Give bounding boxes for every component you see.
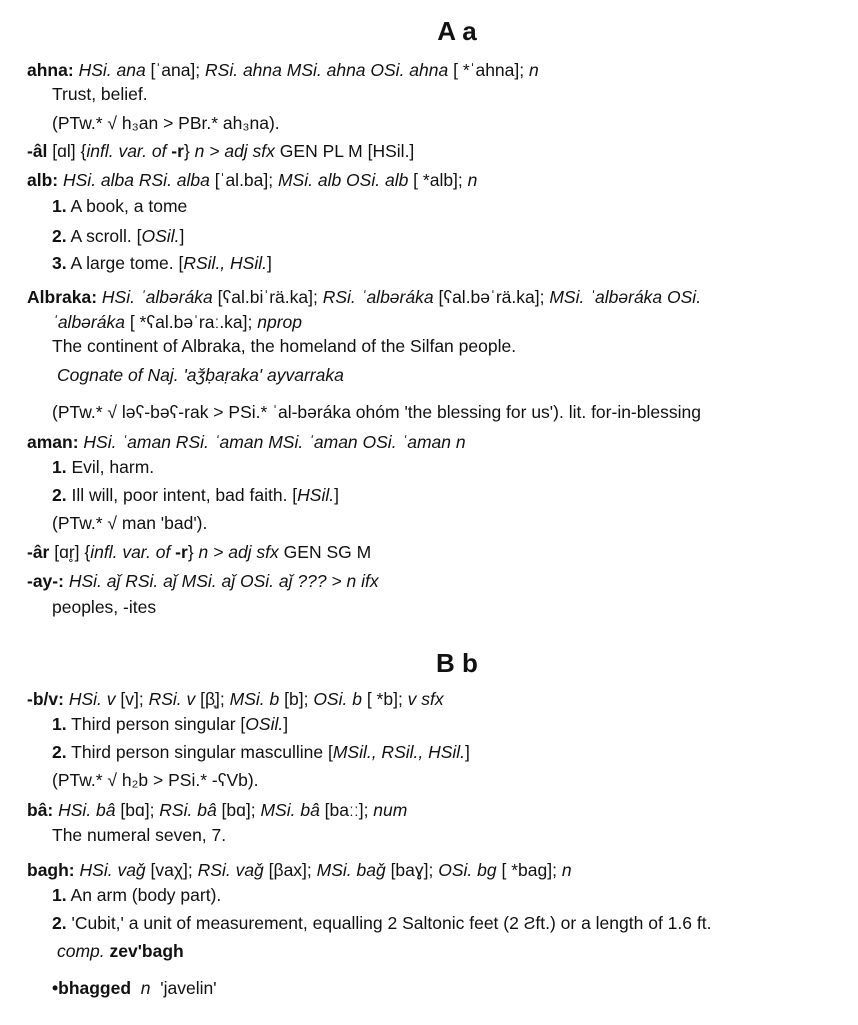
inflection-note: infl. var. of xyxy=(90,542,176,562)
sense-text: Third person singular masculline [ xyxy=(71,742,333,762)
ipa-2: [ *ˈahna]; xyxy=(448,60,529,80)
forms: HSi. alba RSi. alba xyxy=(63,170,210,190)
entry-bagh-comp xyxy=(57,941,184,962)
entry-bv-etym: (PTw.* √ h₂b > PSi.* -ʕVb). xyxy=(52,770,259,790)
entry-bagh-sense-1 xyxy=(52,885,221,906)
derived-gloss: 'javelin' xyxy=(160,978,217,998)
entry-aman-etym: (PTw.* √ man 'bad'). xyxy=(52,513,208,533)
ipa: [ˈal.ba]; xyxy=(209,170,278,190)
bracket-close: ] xyxy=(179,226,185,246)
bracket-close: ] xyxy=(465,742,470,762)
forms-2: RSi. ahna MSi. ahna OSi. ahna xyxy=(205,60,449,80)
entry-al-head xyxy=(27,141,414,162)
headword: Albraka: xyxy=(27,287,98,307)
forms-2: RSi. ˈalbəráka xyxy=(322,287,434,307)
grammar: GEN SG M xyxy=(278,542,372,562)
part-of-speech: n xyxy=(561,860,572,880)
forms: HSi. bâ xyxy=(58,800,116,820)
forms-4: OSi. bg xyxy=(438,860,497,880)
comp-label: comp. xyxy=(57,941,105,961)
forms-3: MSi. bâ xyxy=(260,800,320,820)
sense-number: 2. xyxy=(52,485,67,505)
entry-ahna-head xyxy=(27,60,539,81)
entry-albraka-cognate: Cognate of Naj. 'aǯḅaṛaka' ayvarraka xyxy=(57,365,344,385)
ipa-3: [ *ʕal.bəˈraː.ka]; xyxy=(124,312,258,332)
sense-number: 1. xyxy=(52,457,67,477)
forms-2: RSi. bâ xyxy=(159,800,217,820)
entry-albraka-etym: (PTw.* √ ləʕ-bəʕ-rak > PSi.* ˈal-bəráka ohóm 'the blessing for us'). lit. for-in-blessing xyxy=(52,402,701,422)
ipa-2: [ *alb]; xyxy=(408,170,468,190)
entry-alb-head xyxy=(27,170,477,191)
part-of-speech: n xyxy=(467,170,478,190)
ipa-3: [b]; xyxy=(279,689,314,709)
headword: bagh: xyxy=(27,860,75,880)
headword: alb: xyxy=(27,170,59,190)
ipa-4: [ *bag]; xyxy=(496,860,562,880)
forms-2: MSi. alb OSi. alb xyxy=(277,170,409,190)
forms-3: MSi. ˈalbəráka OSi. xyxy=(549,287,702,307)
bracket-close: ] xyxy=(334,485,339,505)
ipa-2: [βax]; xyxy=(263,860,317,880)
entry-ahna-etym: (PTw.* √ h₃an > PBr.* ah₃na). xyxy=(52,113,280,133)
sense-number: 2. xyxy=(52,913,67,933)
headword: -b/v: xyxy=(27,689,64,709)
section-title-b: B b xyxy=(436,648,478,678)
brace-close: } xyxy=(187,542,199,562)
derived-pos: n xyxy=(140,978,151,998)
ipa-2: [bɑ]; xyxy=(216,800,261,820)
entry-aman-sense-1 xyxy=(52,457,154,478)
part-of-speech: n xyxy=(528,60,539,80)
entry-bv-sense-1 xyxy=(52,714,288,735)
entry-albraka-head xyxy=(27,287,701,308)
headword: -âl xyxy=(27,141,48,161)
ipa: [vaχ]; xyxy=(145,860,198,880)
sense-number: 1. xyxy=(52,196,67,216)
forms-3: MSi. b xyxy=(229,689,280,709)
entry-bagh-derived xyxy=(52,978,217,999)
entry-alb-sense-3 xyxy=(52,253,272,274)
forms-2: RSi. vaǧ xyxy=(197,860,264,880)
forms: HSi. ˈaman RSi. ˈaman MSi. ˈaman OSi. ˈaman n xyxy=(83,432,466,452)
part-of-speech: nprop xyxy=(257,312,303,332)
brace-close: } xyxy=(183,141,195,161)
entry-ba-head xyxy=(27,800,407,821)
part-of-speech: n > adj sfx xyxy=(194,141,275,161)
bracket-close: ] xyxy=(266,253,272,273)
source: HSil. xyxy=(297,485,335,505)
section-title-a: A a xyxy=(437,16,477,46)
source: MSil., RSil., HSil. xyxy=(332,742,466,762)
entry-ba-def: The numeral seven, 7. xyxy=(52,825,227,845)
headword: -âr xyxy=(27,542,50,562)
ipa-4: [ *b]; xyxy=(361,689,408,709)
comp-word: zev'bagh xyxy=(109,941,184,961)
entry-albraka-def: The continent of Albraka, the homeland of the Silfan people. xyxy=(52,336,517,356)
ipa: [ˈana]; xyxy=(145,60,206,80)
forms: HSi. ˈalbəráka xyxy=(101,287,213,307)
sense-text: Ill will, poor intent, bad faith. [ xyxy=(71,485,298,505)
sense-text: An arm (body part). xyxy=(70,885,222,905)
forms-3: MSi. baǧ xyxy=(316,860,386,880)
part-of-speech: num xyxy=(373,800,408,820)
part-of-speech: n > adj sfx xyxy=(198,542,279,562)
headword: aman: xyxy=(27,432,79,452)
part-of-speech: v sfx xyxy=(407,689,444,709)
forms-2: RSi. v xyxy=(148,689,196,709)
entry-ay-head xyxy=(27,571,379,592)
sense-text: A book, a tome xyxy=(70,196,188,216)
headword: ahna: xyxy=(27,60,74,80)
sense-number: 2. xyxy=(52,226,67,246)
forms-4: ˈalbəráka xyxy=(52,312,125,332)
sense-text: A large tome. [ xyxy=(70,253,184,273)
sense-number: 2. xyxy=(52,742,67,762)
source: RSil., HSil. xyxy=(183,253,267,273)
sense-text: Evil, harm. xyxy=(71,457,155,477)
entry-bagh-sense-2 xyxy=(52,913,711,934)
sense-number: 3. xyxy=(52,253,67,273)
entry-aman-head xyxy=(27,432,466,453)
sense-number: 1. xyxy=(52,714,67,734)
entry-alb-sense-2 xyxy=(52,226,184,247)
ipa-2: [ʕal.bəˈrä.ka]; xyxy=(433,287,550,307)
derived-word: •bhagged xyxy=(52,978,132,998)
ipa: [ʕal.biˈrä.ka]; xyxy=(212,287,323,307)
ipa: [v]; xyxy=(115,689,149,709)
entry-alb-sense-1 xyxy=(52,196,187,217)
ipa: [ɑr̥] { xyxy=(49,542,91,562)
ipa: [ɑl] { xyxy=(47,141,87,161)
forms: HSi. ana xyxy=(78,60,146,80)
sense-text: A scroll. [ xyxy=(70,226,142,246)
sense-text: Third person singular [ xyxy=(71,714,246,734)
entry-bv-head xyxy=(27,689,444,710)
source: OSil. xyxy=(141,226,180,246)
ipa-3: [baːː]; xyxy=(319,800,374,820)
forms: HSi. v xyxy=(68,689,116,709)
bracket-close: ] xyxy=(283,714,289,734)
entry-bv-sense-2 xyxy=(52,742,470,763)
forms: HSi. vaǧ xyxy=(79,860,146,880)
ipa-2: [β̞]; xyxy=(195,689,230,709)
entry-ar-head xyxy=(27,542,371,563)
headword: -ay-: xyxy=(27,571,64,591)
sense-number: 1. xyxy=(52,885,67,905)
source: OSil. xyxy=(245,714,284,734)
inflection-note: infl. var. of xyxy=(86,141,172,161)
reference: -r xyxy=(175,542,188,562)
entry-bagh-head xyxy=(27,860,572,881)
headword: bâ: xyxy=(27,800,54,820)
entry-ahna-def: Trust, belief. xyxy=(52,84,148,104)
grammar: GEN PL M [HSil.] xyxy=(274,141,415,161)
forms: HSi. aǰ RSi. aǰ MSi. aǰ OSi. aǰ ??? > n ifx xyxy=(68,571,379,591)
ipa-3: [baɣ]; xyxy=(385,860,439,880)
entry-ay-def: peoples, -ites xyxy=(52,597,157,617)
entry-albraka-head-cont xyxy=(52,312,302,333)
ipa: [bɑ]; xyxy=(115,800,160,820)
entry-aman-sense-2 xyxy=(52,485,339,506)
forms-4: OSi. b xyxy=(313,689,362,709)
reference: -r xyxy=(171,141,184,161)
sense-text: 'Cubit,' a unit of measurement, equalling 2 Saltonic feet (2 Ƨft.) or a length of 1.6 ft. xyxy=(71,913,712,933)
